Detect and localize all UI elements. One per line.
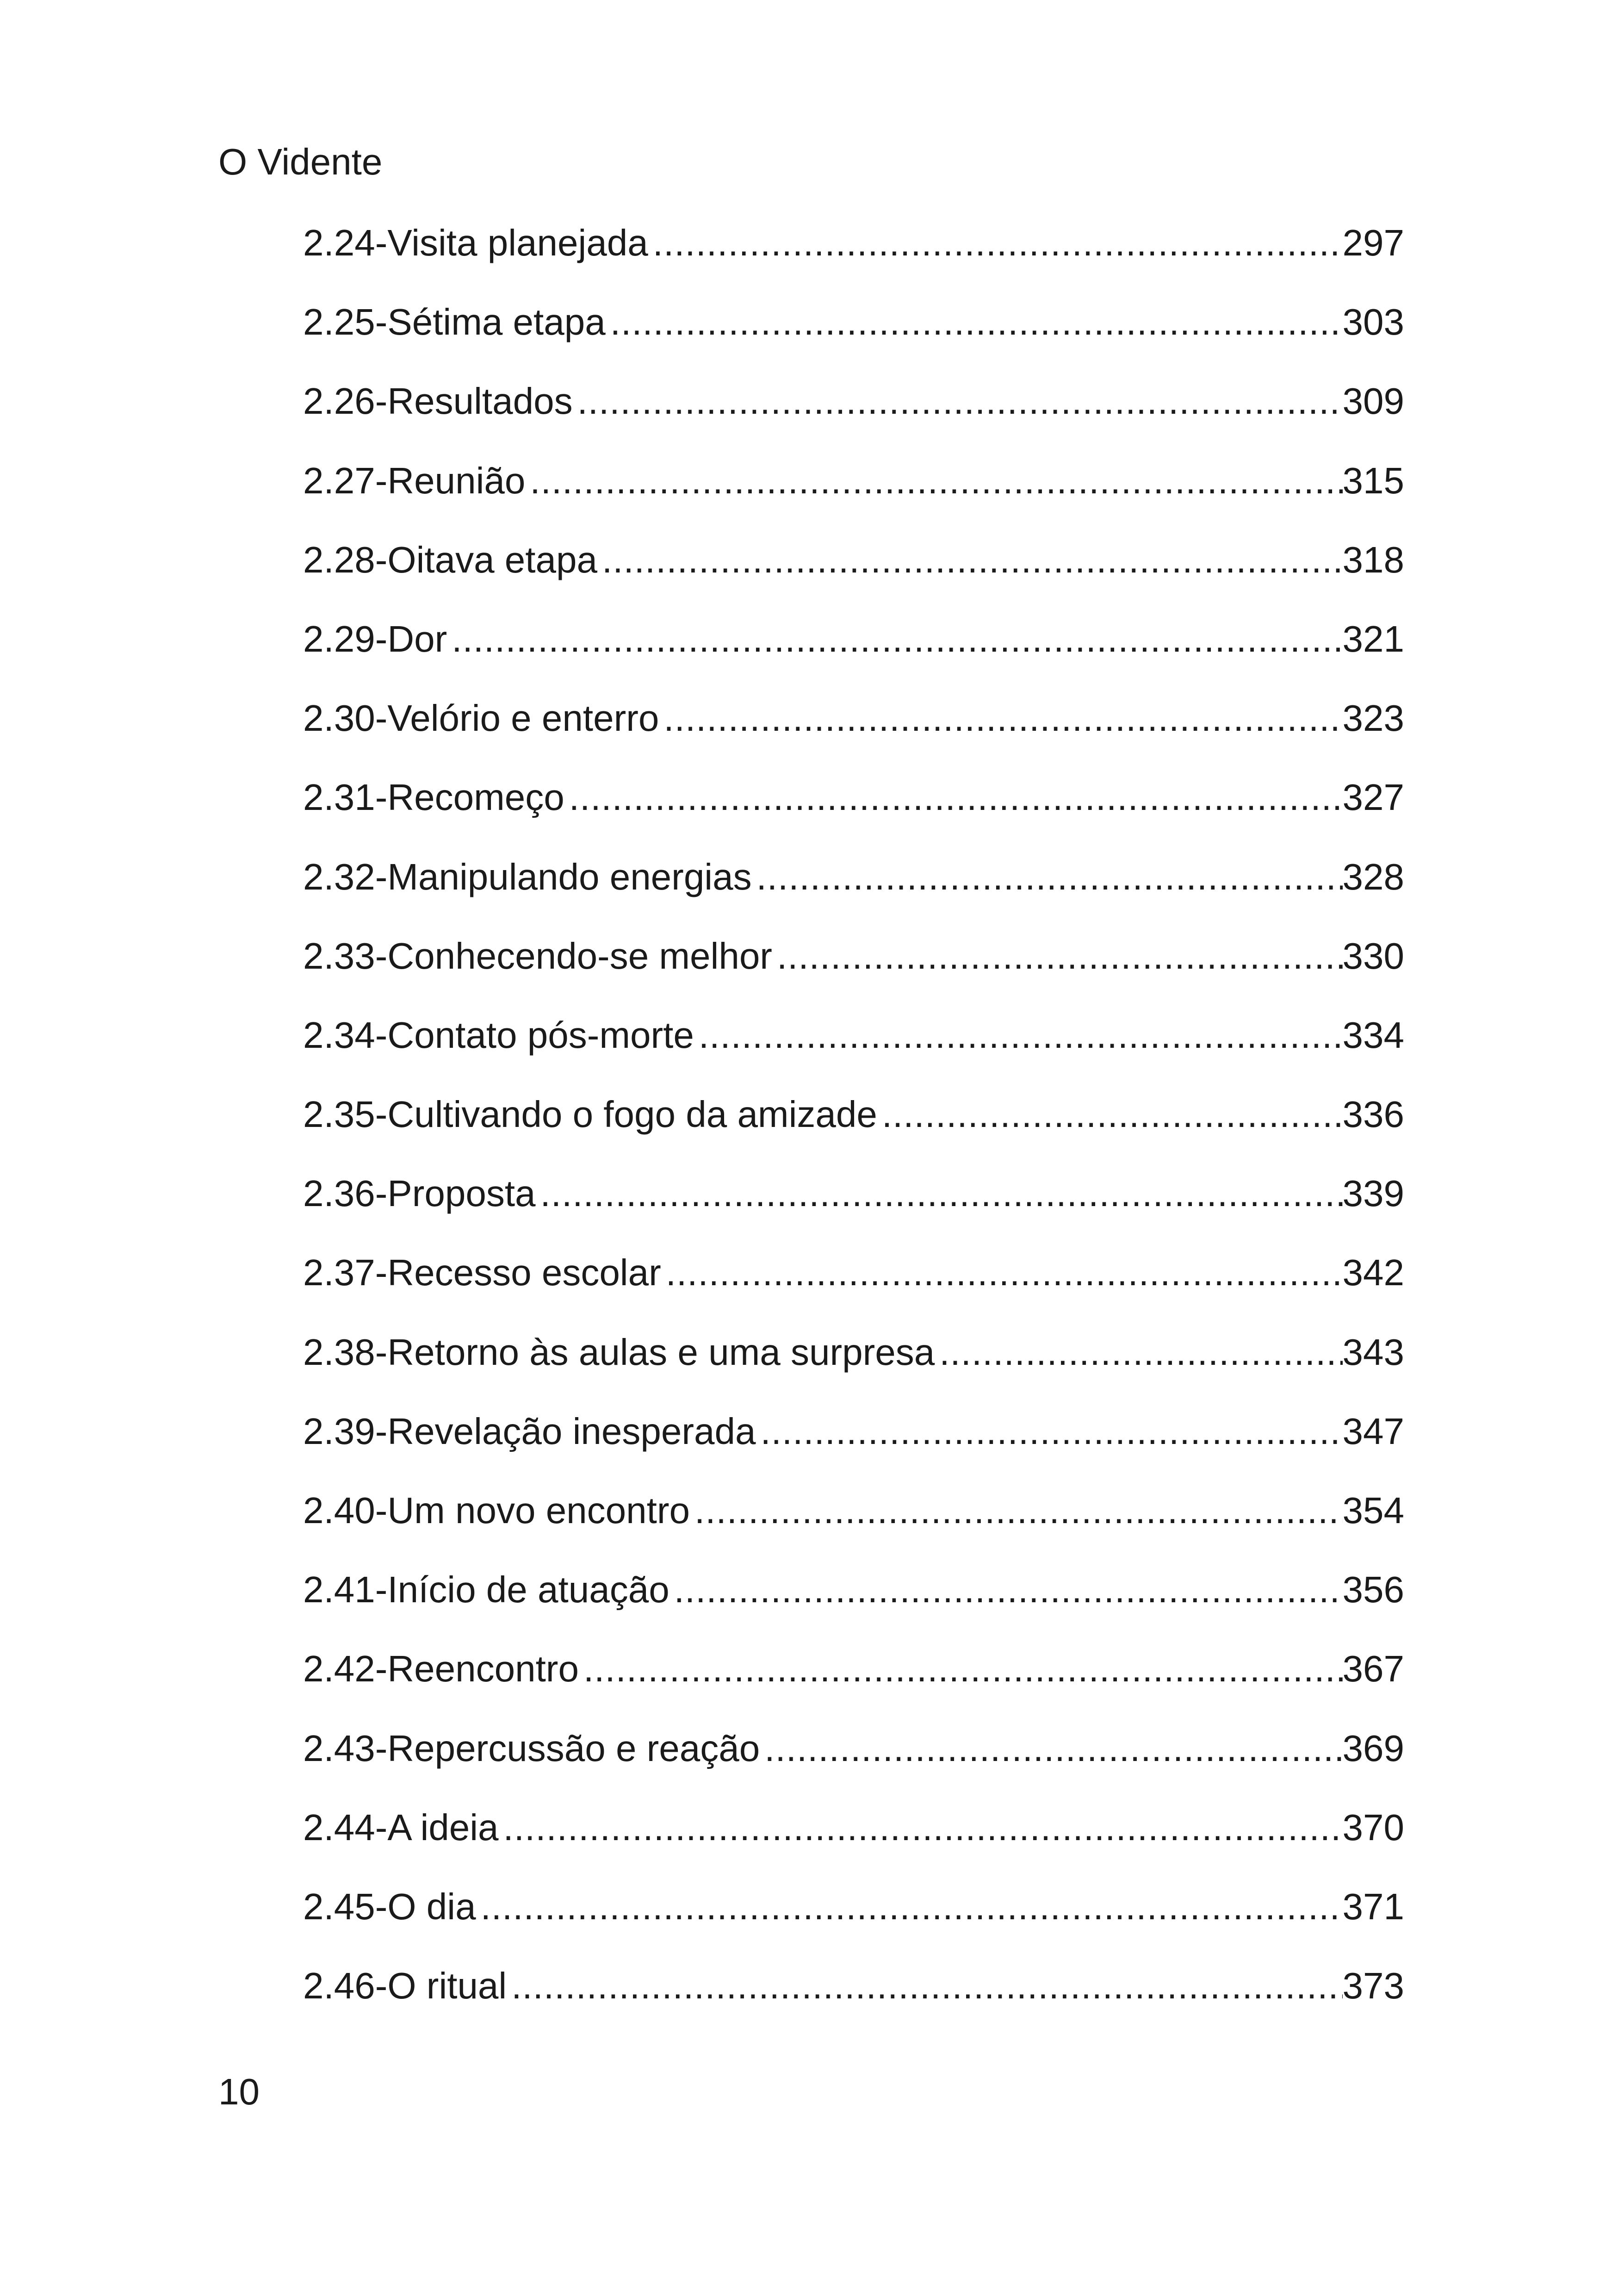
toc-entry — [303, 1012, 1404, 1091]
toc-entry-title: 2.26-Resultados — [303, 380, 573, 422]
table-of-contents — [303, 220, 1404, 2042]
toc-entry-title: 2.33-Conhecendo-se melhor — [303, 935, 772, 977]
toc-entry — [303, 933, 1404, 1012]
toc-entry-page: 297 — [1342, 222, 1404, 263]
dot-leader — [577, 378, 1343, 424]
toc-entry — [303, 1884, 1404, 1963]
toc-entry — [303, 854, 1404, 933]
toc-entry-title: 2.31-Recomeço — [303, 777, 564, 818]
toc-entry — [303, 1567, 1404, 1646]
toc-entry — [303, 774, 1404, 853]
dot-leader — [663, 695, 1342, 741]
toc-entry-page: 327 — [1342, 777, 1404, 818]
toc-entry — [303, 1170, 1404, 1250]
toc-entry-page: 370 — [1342, 1806, 1404, 1848]
running-head-title: O Vidente — [218, 141, 383, 182]
toc-entry-page: 323 — [1342, 697, 1404, 739]
toc-entry — [303, 616, 1404, 695]
toc-entry-title: 2.27-Reunião — [303, 460, 526, 501]
toc-entry-page: 371 — [1342, 1885, 1404, 1927]
toc-entry-page: 303 — [1342, 301, 1404, 343]
dot-leader — [699, 1012, 1343, 1058]
dot-leader — [569, 774, 1343, 821]
dot-leader — [666, 1250, 1343, 1296]
toc-entry-page: 367 — [1342, 1648, 1404, 1690]
dot-leader — [511, 1963, 1342, 2009]
toc-entry-page: 373 — [1342, 1965, 1404, 2007]
dot-leader — [610, 299, 1343, 345]
toc-entry-page: 309 — [1342, 380, 1404, 422]
toc-entry-page: 334 — [1342, 1014, 1404, 1056]
toc-entry-title: 2.24-Visita planejada — [303, 222, 648, 263]
toc-entry-page: 336 — [1342, 1094, 1404, 1135]
toc-entry-title: 2.40-Um novo encontro — [303, 1490, 690, 1531]
toc-entry — [303, 1487, 1404, 1567]
toc-entry-page: 339 — [1342, 1173, 1404, 1214]
toc-entry-title: 2.38-Retorno às aulas e uma surpresa — [303, 1331, 935, 1373]
toc-entry-title: 2.44-A ideia — [303, 1806, 499, 1848]
toc-entry-title: 2.41-Início de atuação — [303, 1569, 670, 1611]
toc-entry-title: 2.39-Revelação inesperada — [303, 1410, 756, 1452]
toc-entry-page: 347 — [1342, 1410, 1404, 1452]
toc-entry — [303, 1408, 1404, 1487]
toc-entry-title: 2.34-Contato pós-morte — [303, 1014, 694, 1056]
toc-entry — [303, 1725, 1404, 1804]
toc-entry-page: 369 — [1342, 1727, 1404, 1769]
toc-entry-title: 2.37-Recesso escolar — [303, 1252, 661, 1294]
dot-leader — [760, 1408, 1342, 1455]
toc-entry-title: 2.30-Velório e enterro — [303, 697, 659, 739]
toc-entry — [303, 220, 1404, 299]
toc-entry — [303, 458, 1404, 537]
dot-leader — [674, 1567, 1343, 1613]
toc-entry-page: 315 — [1342, 460, 1404, 501]
dot-leader — [481, 1884, 1343, 1930]
dot-leader — [756, 854, 1343, 900]
toc-entry — [303, 299, 1404, 378]
toc-entry-title: 2.36-Proposta — [303, 1173, 536, 1214]
dot-leader — [540, 1170, 1343, 1217]
toc-entry-title: 2.43-Repercussão e reação — [303, 1727, 760, 1769]
dot-leader — [777, 933, 1343, 979]
dot-leader — [503, 1804, 1343, 1851]
toc-entry-page: 354 — [1342, 1490, 1404, 1531]
dot-leader — [694, 1487, 1343, 1534]
dot-leader — [452, 616, 1342, 662]
toc-entry — [303, 1646, 1404, 1725]
toc-entry-title: 2.32-Manipulando energias — [303, 856, 752, 897]
toc-entry — [303, 378, 1404, 457]
toc-entry — [303, 1963, 1404, 2042]
toc-entry-page: 343 — [1342, 1331, 1404, 1373]
toc-entry-title: 2.35-Cultivando o fogo da amizade — [303, 1094, 877, 1135]
dot-leader — [939, 1329, 1342, 1375]
toc-entry — [303, 537, 1404, 616]
toc-entry — [303, 1091, 1404, 1170]
toc-entry-page: 318 — [1342, 539, 1404, 580]
dot-leader — [583, 1646, 1343, 1692]
toc-entry — [303, 1329, 1404, 1408]
page-number: 10 — [218, 2071, 260, 2112]
toc-entry — [303, 695, 1404, 774]
toc-entry-page: 328 — [1342, 856, 1404, 897]
dot-leader — [602, 537, 1343, 583]
toc-entry-title: 2.25-Sétima etapa — [303, 301, 606, 343]
toc-entry-page: 342 — [1342, 1252, 1404, 1294]
toc-entry-title: 2.29-Dor — [303, 618, 447, 660]
toc-entry-title: 2.28-Oitava etapa — [303, 539, 597, 580]
dot-leader — [653, 220, 1343, 266]
toc-entry-title: 2.46-O ritual — [303, 1965, 507, 2007]
toc-entry — [303, 1804, 1404, 1884]
toc-entry-title: 2.42-Reencontro — [303, 1648, 579, 1690]
toc-entry-page: 356 — [1342, 1569, 1404, 1611]
dot-leader — [882, 1091, 1343, 1138]
dot-leader — [764, 1725, 1342, 1772]
dot-leader — [530, 458, 1342, 504]
toc-entry-page: 321 — [1342, 618, 1404, 660]
toc-entry-page: 330 — [1342, 935, 1404, 977]
toc-entry-title: 2.45-O dia — [303, 1885, 476, 1927]
toc-entry — [303, 1250, 1404, 1329]
